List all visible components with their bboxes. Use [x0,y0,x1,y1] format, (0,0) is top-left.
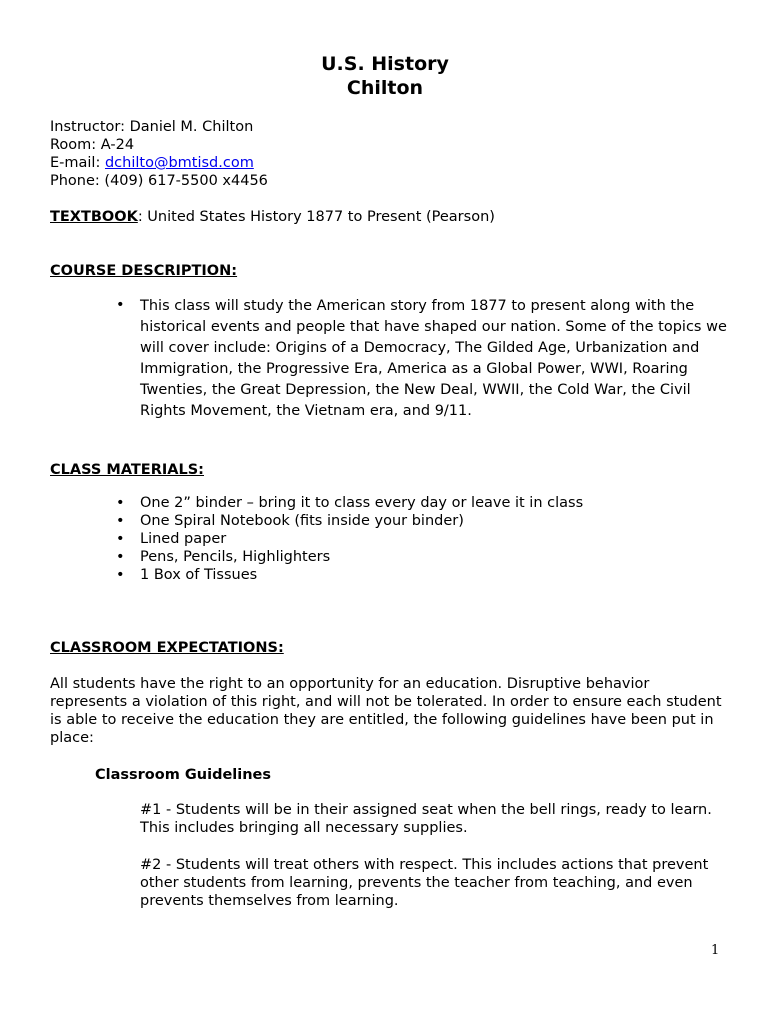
textbook-label: TEXTBOOK [50,209,138,225]
classroom-expectations-heading: CLASSROOM EXPECTATIONS: [50,640,284,656]
textbook-line [50,208,495,226]
list-item: • One 2” binder – bring it to class every day or leave it in class [116,494,583,512]
textbook-value: : United States History 1877 to Present (Pearson) [137,209,495,225]
class-materials-heading: CLASS MATERIALS: [50,462,204,478]
list-item: • One Spiral Notebook (fits inside your binder) [116,512,583,530]
list-item: • Lined paper [116,530,583,548]
materials-list [116,494,583,584]
instructor-name: Instructor: Daniel M. Chilton [50,119,254,135]
expectations-intro: All students have the right to an opportunity for an education. Disruptive behavior represents a violation of this right, and will not be tolerated. In order to ensure each student is able to receive the education they are entitled, the following guidelines have been put in place: [50,676,722,746]
course-description-text: This class will study the American story from 1877 to present along with the historical events and people that have shaped our nation. Some of the topics we will cover include: Origins of a Democracy, The Gilded Age, Urbanization and Immigration, the Progressive Era, America as a Global Power, WWI, Roaring Twenties, the Great Depression, the New Deal, WWII, the Cold War, the Civil Rights Movement, the Vietnam era, and 9/11. [140,298,727,419]
email-label: E-mail: [50,155,105,171]
email-link[interactable]: dchilto@bmtisd.com [104,155,254,171]
guideline-2: #2 - Students will treat others with respect. This includes actions that prevent other students from learning, prevents the teacher from teaching, and even prevents themselves from learning. [140,857,709,909]
email-line [50,154,254,172]
list-item: • Pens, Pencils, Highlighters [116,548,583,566]
course-description-heading: COURSE DESCRIPTION: [50,263,238,279]
document-subtitle: Chilton [346,77,424,99]
list-item: • 1 Box of Tissues [116,566,583,584]
phone-line: Phone: (409) 617-5500 x4456 [50,173,268,189]
guideline-1: #1 - Students will be in their assigned seat when the bell rings, ready to learn. This includes bringing all necessary supplies. [140,802,712,836]
document-title: U.S. History [321,53,449,75]
guidelines-heading: Classroom Guidelines [95,767,272,783]
bullet-icon: • [116,297,125,313]
room-line: Room: A-24 [50,137,135,153]
page-number: 1 [711,943,720,958]
